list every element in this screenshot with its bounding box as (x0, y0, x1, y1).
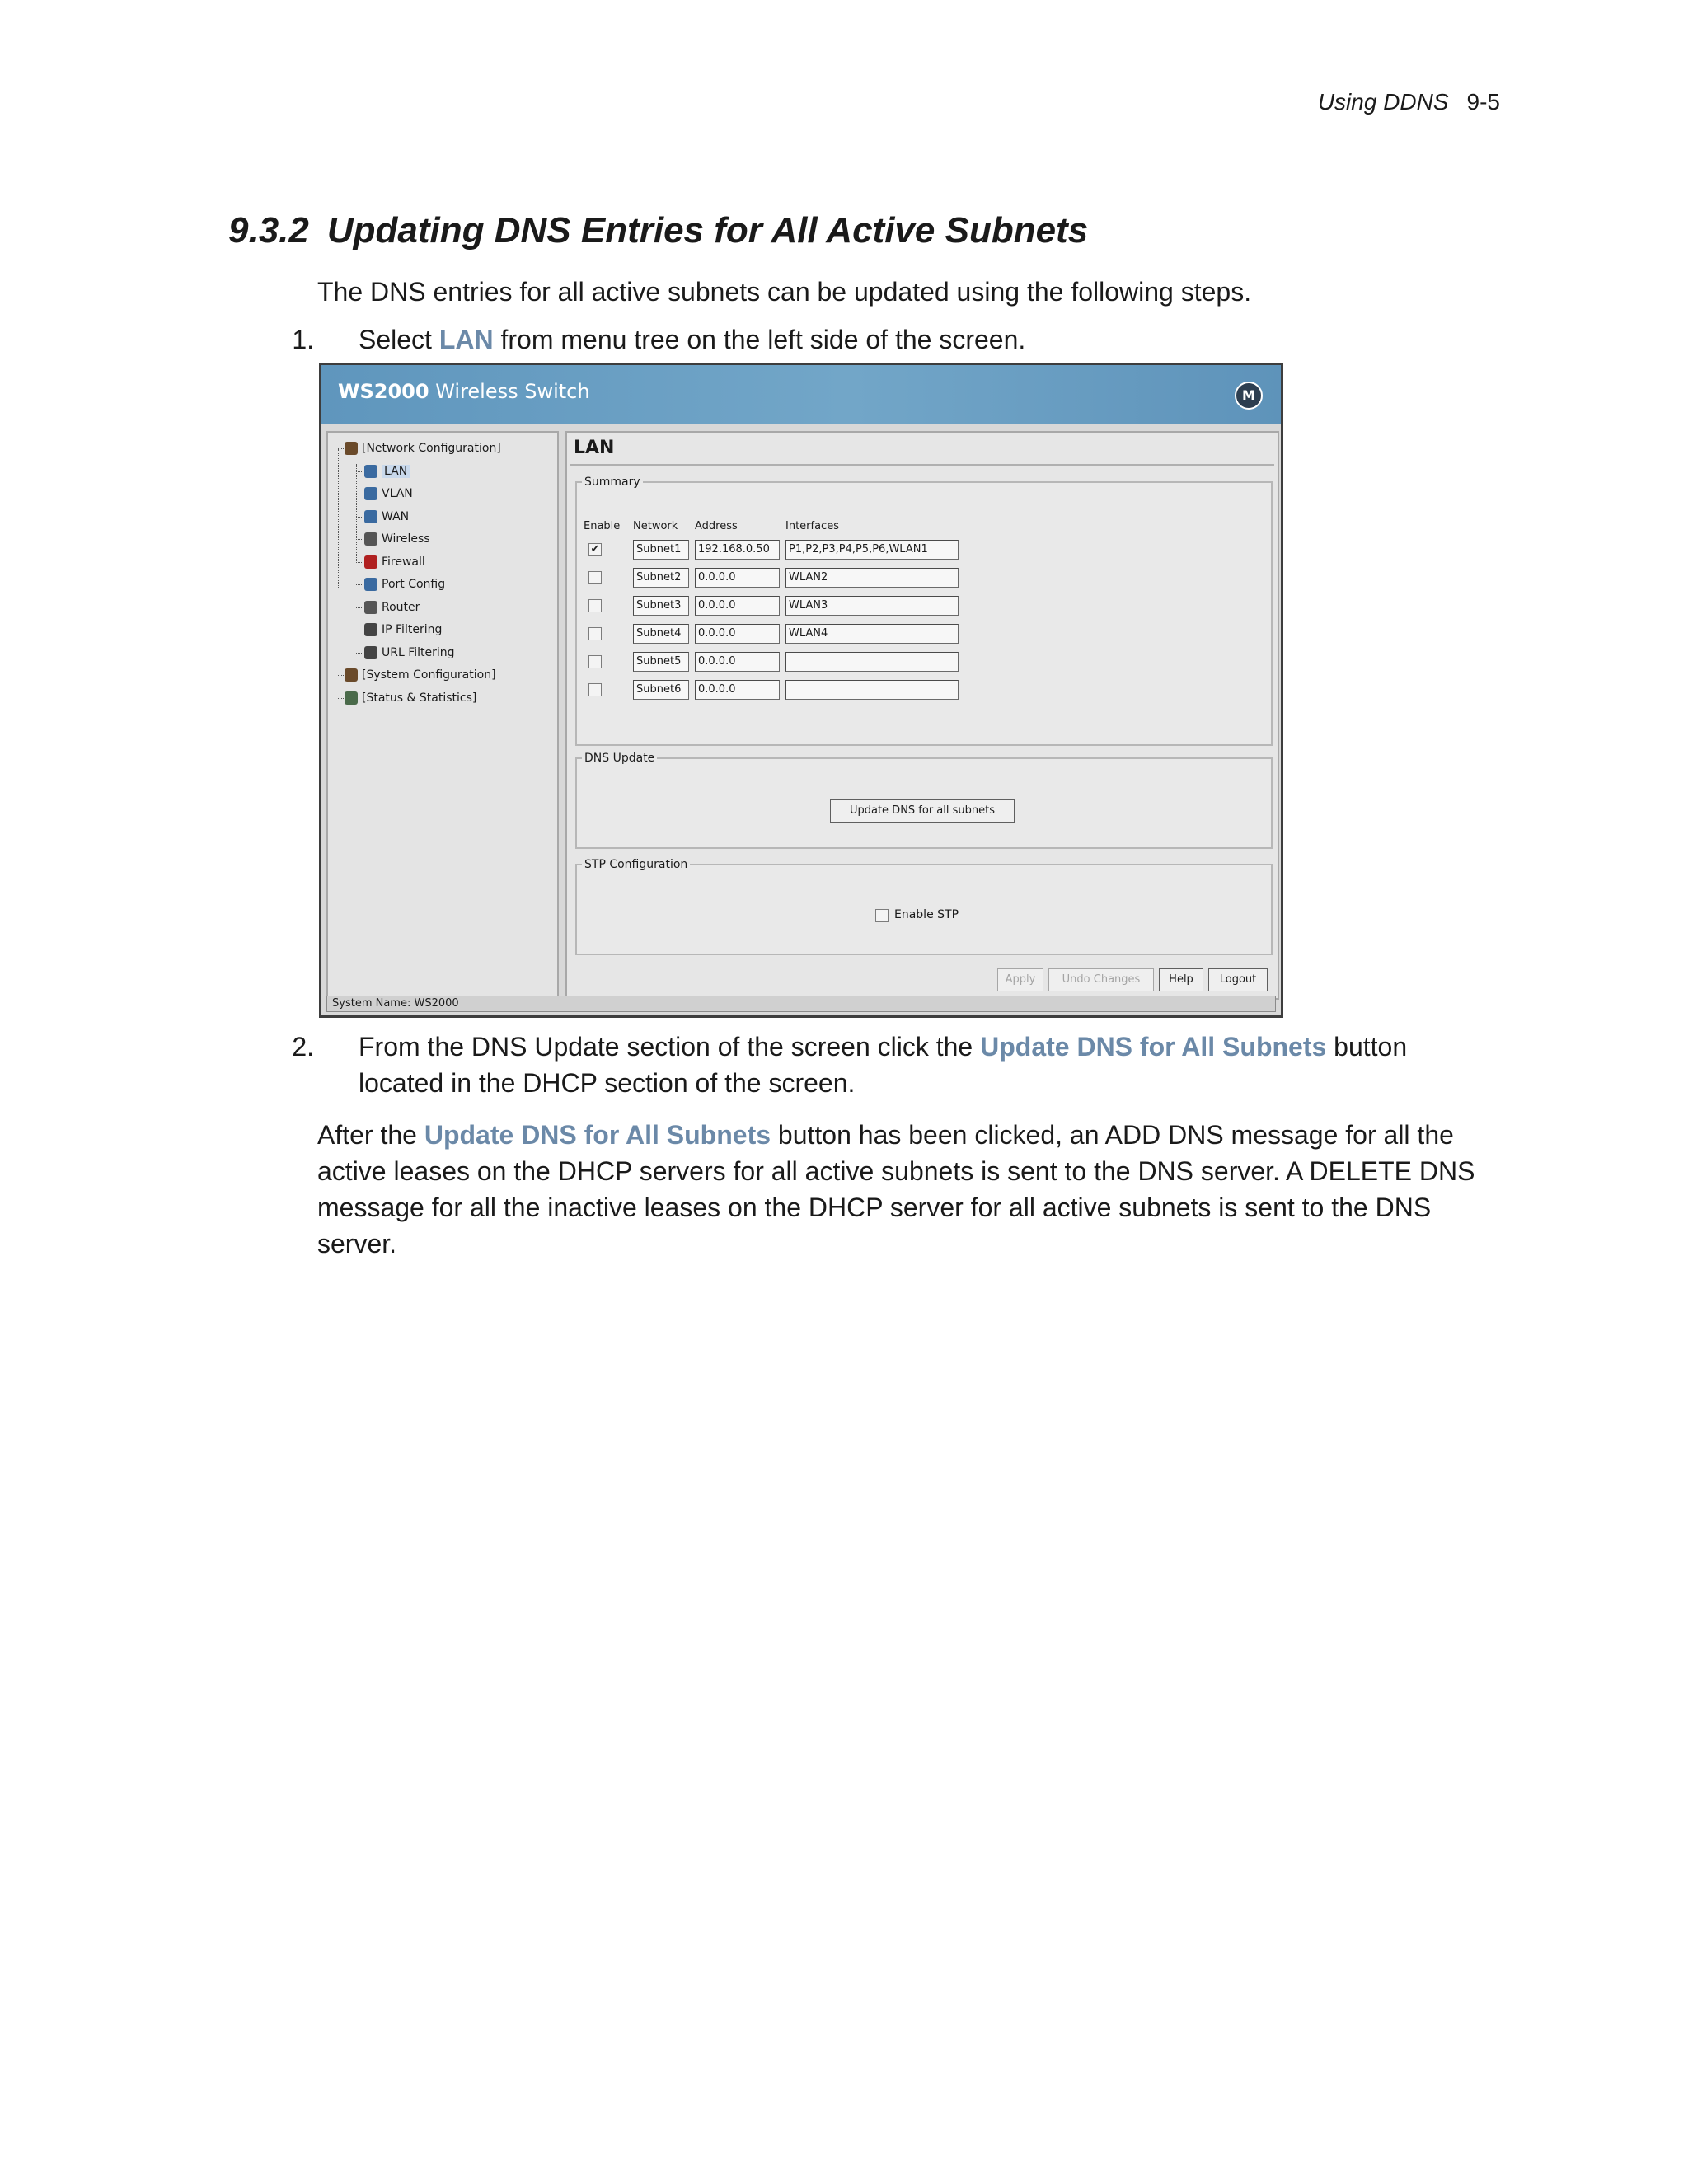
step-2-text-post: button located in the DHCP section of the screen. (359, 1032, 1408, 1098)
section-number: 9.3.2 (228, 210, 309, 251)
menu-item-status-statistics[interactable] (345, 689, 476, 707)
subnet-address-field[interactable]: 0.0.0.0 (695, 680, 780, 700)
router-icon (364, 601, 377, 614)
menu-tree (326, 431, 559, 1000)
step-2-text-pre: From the DNS Update section of the screen click the (359, 1032, 981, 1062)
step-1 (292, 321, 1488, 358)
column-header-address: Address (695, 520, 738, 532)
motorola-logo-icon: M (1235, 382, 1263, 410)
subnet-interfaces-field[interactable]: P1,P2,P3,P4,P5,P6,WLAN1 (785, 540, 959, 560)
page-number: 9-5 (1466, 89, 1500, 115)
section-title: Updating DNS Entries for All Active Subnets (326, 210, 1089, 251)
menu-item-wireless[interactable] (364, 530, 430, 548)
tree-connector (338, 449, 339, 588)
dns-update-group (575, 752, 1273, 849)
menu-item-label: LAN (382, 465, 410, 478)
ip-filtering-icon (364, 623, 377, 636)
subnet-address-field[interactable]: 192.168.0.50 (695, 540, 780, 560)
column-header-network: Network (633, 520, 678, 532)
dns-update-legend: DNS Update (584, 752, 655, 765)
menu-item-label: Wireless (382, 532, 430, 546)
menu-item-wan[interactable] (364, 508, 409, 526)
after-text-post: button has been clicked, an ADD DNS message for all the active leases on the DHCP servers for all active subnets is sent to the DNS server. A DELETE DNS message for all the inactive leases on the DHCP server for all active subnets is sent to the DNS server. (317, 1120, 1475, 1258)
subnet-interfaces-field[interactable]: WLAN4 (785, 624, 959, 644)
url-filtering-icon (364, 646, 377, 659)
summary-legend: Summary (584, 476, 640, 489)
subnet-network-field[interactable]: Subnet3 (633, 596, 689, 616)
menu-item-lan[interactable] (364, 462, 410, 480)
status-statistics-icon (345, 691, 358, 705)
subnet-network-field[interactable]: Subnet6 (633, 680, 689, 700)
update-dns-all-subnets-button[interactable]: Update DNS for all subnets (830, 799, 1015, 823)
system-config-icon (345, 668, 358, 682)
subnet-enable-checkbox[interactable]: ✔ (588, 543, 602, 556)
after-paragraph (317, 1117, 1488, 1262)
status-bar: System Name: WS2000 (326, 996, 1276, 1012)
menu-item-label: WAN (382, 509, 410, 523)
subnet-interfaces-field[interactable]: WLAN3 (785, 596, 959, 616)
menu-item-firewall[interactable] (364, 553, 425, 571)
subnet-enable-checkbox[interactable] (588, 599, 602, 612)
tree-connector (356, 464, 357, 561)
firewall-icon (364, 555, 377, 569)
app-title (338, 380, 590, 403)
app-title-rest: Wireless Switch (429, 380, 590, 403)
menu-item-system-configuration[interactable] (345, 666, 496, 684)
subnet-enable-checkbox[interactable] (588, 627, 602, 640)
tree-connector (356, 471, 363, 472)
subnet-network-field[interactable]: Subnet2 (633, 568, 689, 588)
step-2 (292, 1029, 1488, 1101)
column-header-interfaces: Interfaces (785, 520, 839, 532)
after-text-pre: After the (317, 1120, 424, 1150)
content-panel (565, 431, 1279, 1000)
enable-stp-checkbox[interactable] (875, 909, 889, 922)
tree-connector (338, 698, 344, 699)
vlan-icon (364, 487, 377, 500)
logout-button[interactable]: Logout (1208, 968, 1268, 991)
step-1-text-post: from menu tree on the left side of the screen. (493, 325, 1026, 354)
ws2000-screenshot (319, 363, 1283, 1018)
help-button[interactable]: Help (1159, 968, 1203, 991)
subnet-address-field[interactable]: 0.0.0.0 (695, 568, 780, 588)
tree-connector (356, 517, 363, 518)
wan-icon (364, 510, 377, 523)
menu-item-label: [Status & Statistics] (362, 691, 477, 705)
subnet-interfaces-field[interactable] (785, 680, 959, 700)
menu-item-label: Router (382, 600, 420, 614)
subnet-interfaces-field[interactable] (785, 652, 959, 672)
column-header-enable: Enable (584, 520, 621, 532)
menu-item-label: Firewall (382, 555, 425, 569)
app-title-bold: WS2000 (338, 380, 429, 403)
intro-paragraph: The DNS entries for all active subnets can be updated using the following steps. (317, 277, 1252, 307)
network-config-icon (345, 442, 358, 455)
lan-icon (364, 465, 377, 478)
step-1-number: 1. (292, 325, 314, 354)
apply-button[interactable]: Apply (997, 968, 1043, 991)
running-header-section: Using DDNS (1317, 89, 1449, 115)
subnet-address-field[interactable]: 0.0.0.0 (695, 652, 780, 672)
step-1-text-pre: Select (359, 325, 439, 354)
tree-connector (356, 562, 363, 563)
subnet-enable-checkbox[interactable] (588, 683, 602, 696)
step-1-highlight: LAN (438, 325, 494, 354)
tree-connector (356, 607, 363, 608)
tree-connector (338, 675, 344, 676)
enable-stp-label: Enable STP (894, 908, 959, 921)
undo-changes-button[interactable]: Undo Changes (1048, 968, 1154, 991)
menu-item-label: [System Configuration] (362, 668, 496, 682)
after-highlight: Update DNS for All Subnets (424, 1120, 771, 1150)
subnet-network-field[interactable]: Subnet5 (633, 652, 689, 672)
port-config-icon (364, 578, 377, 591)
tree-connector (356, 584, 363, 585)
menu-item-label: Port Config (382, 578, 446, 591)
subnet-enable-checkbox[interactable] (588, 571, 602, 584)
subnet-enable-checkbox[interactable] (588, 655, 602, 668)
running-header (1286, 89, 1500, 115)
title-divider (570, 464, 1274, 466)
subnet-network-field[interactable]: Subnet4 (633, 624, 689, 644)
subnet-network-field[interactable]: Subnet1 (633, 540, 689, 560)
menu-item-router[interactable] (364, 598, 420, 616)
tree-connector (338, 448, 344, 449)
summary-group (575, 476, 1273, 746)
step-2-number: 2. (292, 1032, 314, 1062)
stp-configuration-group (575, 858, 1273, 955)
menu-item-label: URL Filtering (382, 645, 455, 659)
subnet-address-field[interactable]: 0.0.0.0 (695, 596, 780, 616)
subnet-interfaces-field[interactable]: WLAN2 (785, 568, 959, 588)
menu-item-port-config[interactable] (364, 575, 445, 593)
menu-item-url-filtering[interactable] (364, 644, 455, 662)
content-title: LAN (574, 438, 615, 458)
app-titlebar (321, 365, 1281, 424)
wireless-icon (364, 532, 377, 546)
menu-item-vlan[interactable] (364, 485, 413, 503)
menu-item-label: [Network Configuration] (362, 442, 501, 455)
stp-configuration-legend: STP Configuration (584, 858, 688, 871)
section-heading (228, 210, 1465, 251)
subnet-address-field[interactable]: 0.0.0.0 (695, 624, 780, 644)
menu-item-label: IP Filtering (382, 623, 443, 636)
menu-item-ip-filtering[interactable] (364, 621, 442, 639)
menu-item-network-configuration[interactable] (345, 439, 501, 457)
tree-connector (356, 653, 363, 654)
tree-connector (356, 539, 363, 540)
menu-item-label: VLAN (382, 487, 413, 500)
step-2-highlight: Update DNS for All Subnets (980, 1032, 1327, 1062)
